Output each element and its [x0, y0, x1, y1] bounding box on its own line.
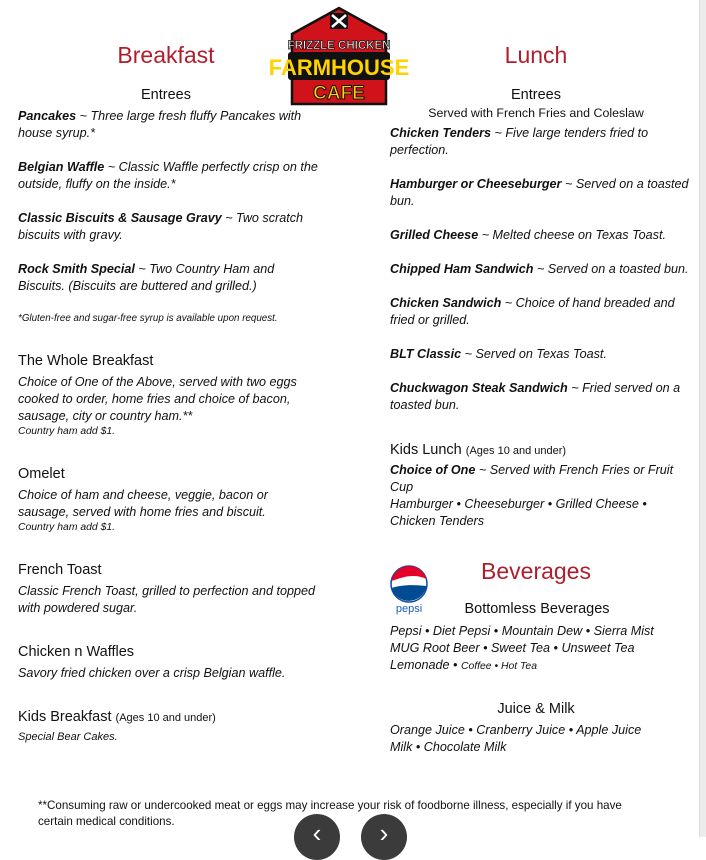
beverages-line-3-small: Coffee • Hot Tea	[460, 661, 537, 672]
item-desc: ~ Served with French Fries or Fruit Cup	[390, 463, 674, 494]
beverages-line-3-main: Lemonade •	[390, 658, 461, 672]
item-desc: ~ Classic Waffle perfectly crisp on the outside, fluffy on the inside.*	[18, 160, 318, 191]
item-name: Chipped Ham Sandwich	[390, 262, 534, 276]
lunch-item-blt	[390, 346, 690, 363]
item-name: Hamburger or Cheeseburger	[390, 177, 562, 191]
juice-milk-label: Juice & Milk	[497, 701, 575, 717]
breakfast-title: Breakfast	[117, 42, 215, 68]
juice-line-1: Orange Juice • Cranberry Juice • Apple Juice	[390, 723, 642, 737]
beverages-line-2: MUG Root Beer • Sweet Tea • Unsweet Tea	[390, 641, 635, 655]
item-desc: ~ Five large tenders fried to perfection.	[390, 126, 649, 157]
beverages-line-3	[390, 657, 690, 675]
item-desc: ~ Choice of hand breaded and fried or grilled.	[390, 296, 675, 327]
lunch-item-chipped-ham	[390, 261, 690, 278]
kids-breakfast-label: Kids Breakfast	[18, 709, 112, 725]
item-name: Choice of One	[390, 463, 476, 477]
lunch-item-grilled-cheese	[390, 227, 690, 244]
kids-breakfast-title	[18, 708, 216, 727]
logo-line-3: CAFE	[313, 83, 365, 104]
whole-breakfast-note: Country ham add $1.	[18, 426, 116, 437]
lunch-entrees-label: Entrees	[511, 87, 561, 103]
breakfast-item-biscuits-gravy	[18, 210, 318, 244]
chicken-waffles-title: Chicken n Waffles	[18, 644, 135, 660]
lunch-item-chicken-tenders	[390, 125, 690, 159]
farmhouse-cafe-logo	[268, 6, 410, 106]
omelet-note: Country ham add $1.	[18, 522, 116, 533]
lunch-item-hamburger	[390, 176, 690, 210]
item-name: Chicken Sandwich	[390, 296, 502, 310]
chevron-right-icon: ›	[379, 818, 389, 848]
whole-breakfast-title: The Whole Breakfast	[18, 353, 154, 369]
beverages-line-1: Pepsi • Diet Pepsi • Mountain Dew • Sierra Mist	[390, 624, 654, 638]
item-name: BLT Classic	[390, 347, 462, 361]
chevron-left-icon: ‹	[312, 818, 322, 848]
breakfast-item-belgian-waffle	[18, 159, 318, 193]
lunch-item-chicken-sandwich	[390, 295, 690, 329]
item-name: Chicken Tenders	[390, 126, 492, 140]
item-desc: ~ Served on a toasted bun.	[390, 177, 689, 208]
next-page-button[interactable]	[361, 814, 407, 860]
item-desc: ~ Fried served on a toasted bun.	[390, 381, 681, 412]
logo-line-2: FARMHOUSE	[268, 55, 410, 80]
beverages-title: Beverages	[481, 558, 591, 584]
gluten-free-note: *Gluten-free and sugar-free syrup is available upon request.	[18, 313, 278, 324]
kids-lunch-choice	[390, 462, 690, 496]
kids-lunch-ages: (Ages 10 and under)	[465, 445, 567, 457]
item-desc: ~ Melted cheese on Texas Toast.	[478, 228, 666, 242]
item-name: Rock Smith Special	[18, 262, 135, 276]
item-name: Belgian Waffle	[18, 160, 105, 174]
lunch-served-with: Served with French Fries and Coleslaw	[428, 106, 644, 120]
item-name: Classic Biscuits & Sausage Gravy	[18, 211, 222, 225]
kids-breakfast-ages: (Ages 10 and under)	[115, 712, 216, 724]
footer-disclaimer: **Consuming raw or undercooked meat or eggs may increase your risk of foodborne illness, especially if you have certain medical conditions.	[38, 799, 622, 828]
breakfast-item-pancakes	[18, 108, 318, 142]
item-name: Grilled Cheese	[390, 228, 479, 242]
item-desc: ~ Three large fresh fluffy Pancakes with house syrup.*	[18, 109, 302, 140]
pepsi-logo	[389, 565, 429, 617]
omelet-desc: Choice of ham and cheese, veggie, bacon or sausage, served with home fries and biscuit.	[18, 488, 268, 519]
omelet-title: Omelet	[18, 466, 65, 482]
previous-page-button[interactable]	[294, 814, 340, 860]
lunch-title: Lunch	[504, 42, 568, 68]
pepsi-wordmark: pepsi	[395, 603, 423, 615]
item-desc: ~ Two scratch biscuits with gravy.	[18, 211, 304, 242]
kids-lunch-title	[390, 441, 566, 460]
breakfast-item-rock-smith	[18, 261, 318, 295]
item-desc: ~ Two Country Ham and Biscuits. (Biscuits are buttered and grilled.)	[18, 262, 275, 293]
logo-line-1: FRIZZLE CHICKEN	[287, 40, 391, 52]
chicken-waffles-desc: Savory fried chicken over a crisp Belgian waffle.	[18, 666, 286, 680]
pepsi-globe-icon	[390, 565, 428, 603]
bottomless-beverages-label: Bottomless Beverages	[464, 601, 610, 617]
kids-lunch-label: Kids Lunch	[390, 442, 462, 458]
kids-lunch-options: Hamburger • Cheeseburger • Grilled Cheese • Chicken Tenders	[390, 497, 647, 528]
item-desc: ~ Served on a toasted bun.	[533, 262, 689, 276]
breakfast-entrees-label: Entrees	[141, 87, 191, 103]
item-name: Chuckwagon Steak Sandwich	[390, 381, 568, 395]
page-edge	[699, 0, 706, 837]
french-toast-title: French Toast	[18, 562, 102, 578]
french-toast-desc: Classic French Toast, grilled to perfection and topped with powdered sugar.	[18, 584, 316, 615]
lunch-item-chuckwagon	[390, 380, 690, 414]
juice-line-2: Milk • Chocolate Milk	[390, 740, 507, 754]
item-name: Pancakes	[18, 109, 77, 123]
item-desc: ~ Served on Texas Toast.	[461, 347, 607, 361]
kids-breakfast-desc: Special Bear Cakes.	[18, 731, 118, 743]
whole-breakfast-desc: Choice of One of the Above, served with two eggs cooked to order, home fries and choice of bacon, sausage, city or country ham.**	[18, 375, 297, 423]
